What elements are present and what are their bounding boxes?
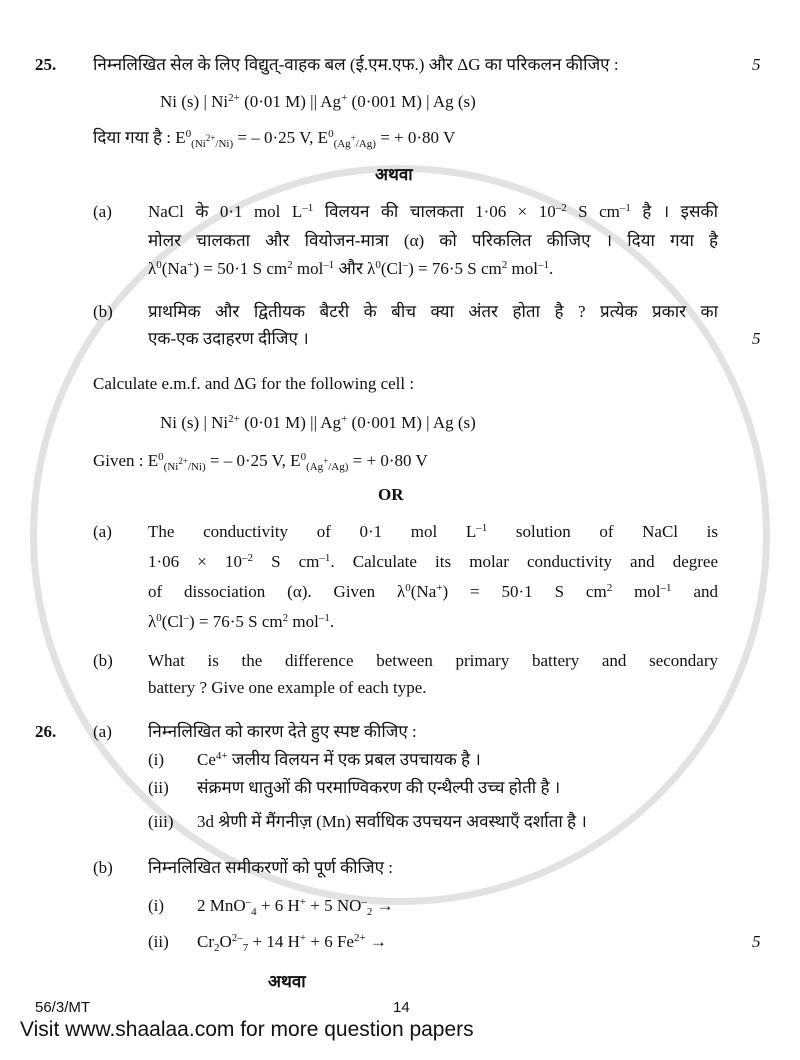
footer-visit-link[interactable]: Visit www.shaalaa.com for more question papers	[20, 1018, 474, 1041]
text-segment: –1	[537, 259, 549, 271]
text-segment: 2	[287, 259, 293, 271]
part-label: (a)	[93, 722, 112, 741]
marks: 5	[752, 55, 761, 74]
text-segment: +	[350, 133, 356, 143]
question-text-line	[93, 127, 455, 149]
text-segment: विलयन की चालकता 1·06 × 10	[313, 202, 556, 221]
text-segment: +	[299, 896, 306, 908]
text-segment: +	[436, 582, 443, 594]
marks: 5	[752, 932, 761, 951]
text-segment: OR	[378, 485, 404, 504]
question-text-line	[378, 484, 404, 506]
question-text-line	[93, 54, 619, 76]
text-segment: (Na	[410, 582, 437, 601]
part-label: (i)	[148, 750, 165, 769]
text-segment: निम्नलिखित को कारण देते हुए स्पष्ट कीजिए :	[148, 722, 417, 741]
text-segment: λ	[148, 612, 157, 631]
text-segment: . Calculate its molar conductivity and degree	[330, 552, 719, 571]
text-segment: 2	[282, 612, 289, 624]
text-segment: (0·001 M) | Ag (s)	[347, 92, 476, 111]
text-segment: (Na	[161, 259, 188, 278]
question-text-line	[93, 373, 414, 395]
text-segment: –1	[318, 612, 330, 624]
question-text-line	[148, 650, 718, 672]
text-segment: 2 MnO	[197, 896, 246, 915]
text-segment: /Ni)	[187, 461, 206, 473]
text-segment: 0	[375, 259, 381, 271]
text-segment: Given : E	[93, 451, 159, 470]
text-segment: मोलर चालकता और वियोजन-मात्रा (α) को परिकलित कीजिए । दिया गया है	[148, 231, 718, 250]
text-segment: and	[671, 582, 718, 601]
question-text-line	[148, 581, 718, 603]
text-segment: ) = 50·1 S cm	[442, 582, 607, 601]
text-segment: 0	[156, 259, 162, 271]
part-label: (i)	[148, 896, 165, 915]
question-text-line	[148, 230, 718, 252]
text-segment: +	[323, 456, 329, 466]
text-segment: 2+	[205, 133, 216, 143]
text-segment: (Ag	[333, 138, 351, 150]
text-segment: –1	[476, 522, 488, 534]
text-segment: mol	[292, 259, 324, 278]
text-segment: mol	[612, 582, 661, 601]
part-label: (a)	[93, 522, 112, 541]
text-segment: –	[361, 896, 367, 908]
text-segment: (Ni	[163, 461, 179, 473]
text-segment: + 14 H	[248, 932, 300, 951]
text-segment: और λ	[334, 259, 376, 278]
text-segment: /Ni)	[215, 138, 234, 150]
text-segment: 2+	[228, 92, 240, 104]
text-segment: (Cl	[380, 259, 403, 278]
text-segment: ) = 76·5 S cm	[188, 612, 283, 631]
text-segment: 2+	[228, 413, 240, 425]
text-segment: of dissociation (α). Given λ	[148, 582, 406, 601]
page-number: 14	[393, 999, 410, 1016]
text-segment: + 6 H	[256, 896, 300, 915]
question-text-line	[148, 328, 309, 350]
text-segment: 0	[405, 582, 411, 594]
part-label: (b)	[93, 302, 113, 321]
text-segment: .	[548, 259, 554, 278]
text-segment: 0	[185, 128, 192, 140]
text-segment: λ	[148, 259, 157, 278]
question-number: 25.	[35, 55, 57, 74]
text-segment: अथवा	[375, 165, 413, 184]
text-segment: एक-एक उदाहरण दीजिए ।	[148, 329, 309, 348]
text-segment: (0·001 M) | Ag (s)	[347, 413, 476, 432]
text-segment: प्राथमिक और द्वितीयक बैटरी के बीच क्या अंतर होता है ? प्रत्येक प्रकार का	[148, 302, 718, 321]
text-segment: –1	[319, 552, 331, 564]
question-text-line	[148, 301, 718, 323]
text-segment: –	[245, 896, 252, 908]
text-segment: ) = 50·1 S cm	[193, 259, 288, 278]
text-segment: +	[341, 413, 348, 425]
text-segment: (Cl	[161, 612, 184, 631]
text-segment: ) = 76·5 S cm	[408, 259, 502, 278]
text-segment: Calculate e.m.f. and ΔG for the following cell :	[93, 374, 415, 393]
text-segment: 7	[242, 942, 249, 954]
text-segment: +	[187, 259, 194, 271]
text-segment: O	[219, 932, 232, 951]
text-segment: 0	[328, 128, 334, 140]
text-segment: What is the difference between primary battery and secondary	[148, 651, 718, 670]
text-segment: 0	[300, 451, 307, 463]
text-segment: निम्नलिखित सेल के लिए विद्युत्-वाहक बल (ई.एम.एफ.) और ΔG का परिकलन कीजिए :	[93, 55, 619, 74]
question-text-line	[148, 721, 417, 743]
text-segment: जलीय विलयन में एक प्रबल उपचायक है ।	[227, 750, 481, 769]
text-segment: 2	[214, 942, 220, 954]
text-segment: 1·06 × 10	[148, 552, 242, 571]
text-segment: दिया गया है : E	[93, 128, 186, 147]
text-segment: –1	[660, 582, 672, 594]
text-segment: S cm	[566, 202, 620, 221]
text-segment: 2	[366, 906, 373, 918]
marks: 5	[752, 329, 761, 348]
text-segment: –2	[555, 202, 567, 214]
question-number: 26.	[35, 722, 57, 741]
question-text-line	[197, 811, 587, 833]
text-segment: 3d श्रेणी में मैंगनीज़ (Mn) सर्वाधिक उपचयन अवस्थाएँ दर्शाता है ।	[197, 812, 587, 831]
part-label: (ii)	[148, 778, 169, 797]
text-segment: + 6 Fe	[306, 932, 354, 951]
text-segment: mol	[507, 259, 538, 278]
text-segment: 4	[251, 906, 257, 918]
text-segment: Ce	[197, 750, 216, 769]
text-segment: –	[183, 612, 189, 624]
part-label: (a)	[93, 202, 112, 221]
text-segment: 0	[158, 451, 164, 463]
question-text-line	[148, 201, 718, 223]
text-segment: –1	[302, 202, 314, 214]
text-segment: Cr	[197, 932, 214, 951]
question-text-line	[148, 258, 553, 280]
text-segment: .	[329, 612, 335, 631]
question-text-line	[197, 777, 560, 799]
text-segment: →	[365, 932, 387, 951]
text-segment: अथवा	[268, 972, 306, 991]
text-segment: निम्नलिखित समीकरणों को पूर्ण कीजिए :	[148, 858, 393, 877]
text-segment: battery ? Give one example of each type.	[148, 678, 427, 697]
text-segment: /Ag)	[355, 138, 376, 150]
part-label: (b)	[93, 651, 113, 670]
question-text-line	[148, 521, 718, 543]
text-segment: है । इसकी	[630, 202, 718, 221]
text-segment: 2	[606, 582, 613, 594]
text-segment: –1	[619, 202, 631, 214]
text-segment: +	[341, 92, 348, 104]
text-segment: 4+	[215, 750, 228, 762]
text-segment: S cm	[252, 552, 320, 571]
text-segment: –1	[323, 259, 335, 271]
text-segment: mol	[288, 612, 319, 631]
question-text-line	[268, 971, 306, 993]
text-segment: (Ag	[306, 461, 324, 473]
question-text-line	[148, 857, 393, 879]
text-segment: = + 0·80 V	[348, 451, 428, 470]
question-text-line	[148, 677, 426, 699]
paper-code: 56/3/MT	[35, 999, 91, 1016]
question-text-line	[148, 551, 718, 573]
question-text-line	[160, 412, 476, 434]
text-segment: संक्रमण धातुओं की परमाण्विकरण की एन्थैल्पी उच्च होती है ।	[197, 778, 561, 797]
part-label: (iii)	[148, 812, 174, 831]
text-segment: NaCl के 0·1 mol L	[148, 202, 303, 221]
text-segment: = – 0·25 V, E	[233, 128, 329, 147]
text-segment: /Ag)	[328, 461, 349, 473]
text-segment: +	[299, 932, 307, 944]
question-text-line	[197, 749, 481, 771]
text-segment: solution of NaCl is	[487, 522, 718, 541]
question-text-line	[197, 895, 394, 917]
text-segment: –2	[241, 552, 253, 564]
question-text-line	[375, 164, 413, 186]
part-label: (ii)	[148, 932, 169, 951]
text-segment: The conductivity of 0·1 mol L	[148, 522, 477, 541]
text-segment: + 5 NO	[306, 896, 362, 915]
text-segment: 2–	[231, 932, 243, 944]
question-text-line	[148, 611, 334, 633]
text-segment: Ni (s) | Ni	[160, 413, 229, 432]
text-segment: 2+	[353, 932, 366, 944]
text-segment: 2	[501, 259, 508, 271]
text-segment: = + 0·80 V	[375, 128, 456, 147]
text-segment: (Ni	[191, 138, 206, 150]
part-label: (b)	[93, 858, 113, 877]
text-segment: Ni (s) | Ni	[160, 92, 229, 111]
text-segment: 2+	[178, 456, 188, 466]
text-segment: (0·01 M) || Ag	[239, 92, 342, 111]
question-text-line	[197, 931, 387, 953]
text-segment: = – 0·25 V, E	[205, 451, 301, 470]
question-text-line	[93, 450, 428, 472]
text-segment: –	[402, 259, 409, 271]
text-segment: 0	[156, 612, 162, 624]
text-segment: →	[372, 896, 394, 915]
question-text-line	[160, 91, 476, 113]
text-segment: (0·01 M) || Ag	[239, 413, 342, 432]
